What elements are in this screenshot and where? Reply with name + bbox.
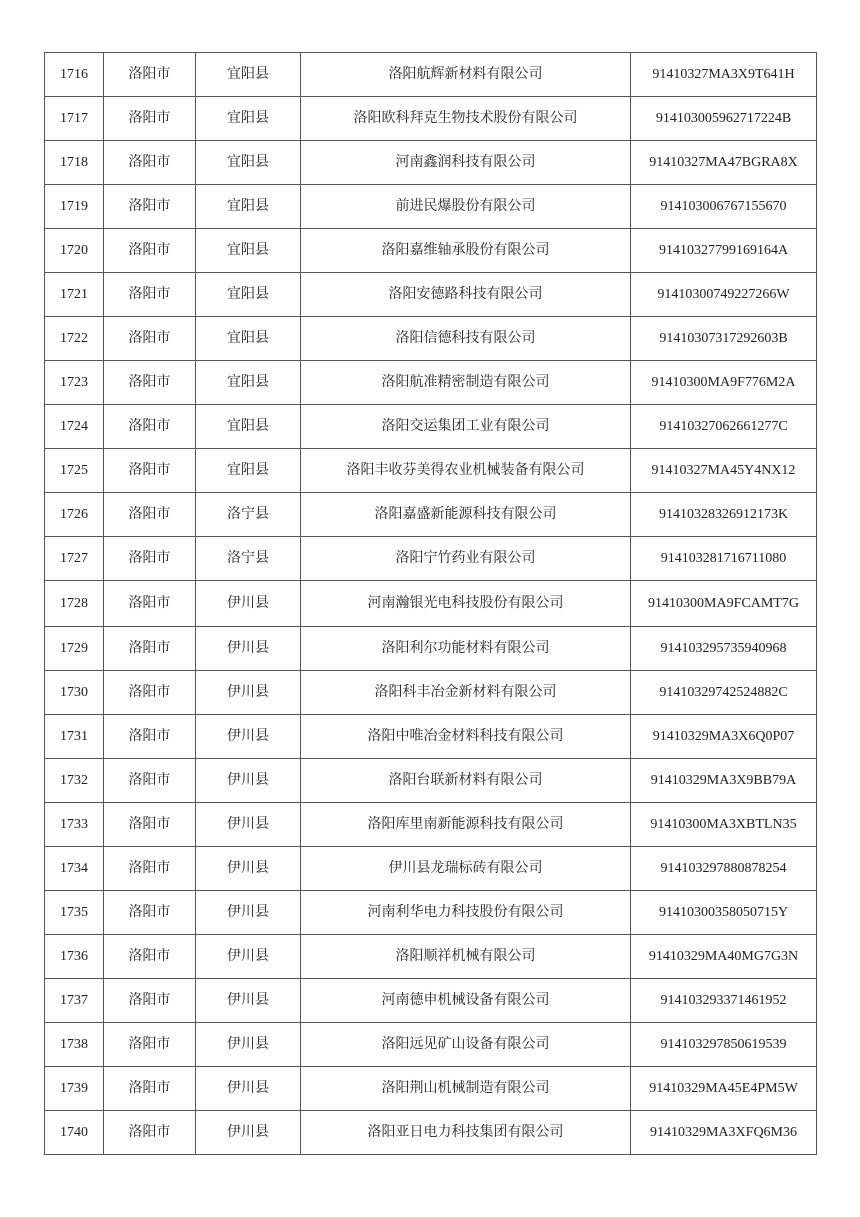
row-number: 1735 bbox=[45, 891, 104, 935]
credit-code-cell: 914103297850619539 bbox=[631, 1023, 817, 1067]
county-cell: 洛宁县 bbox=[196, 537, 301, 581]
city-cell: 洛阳市 bbox=[104, 449, 196, 493]
row-number: 1733 bbox=[45, 803, 104, 847]
company-name-cell: 洛阳远见矿山设备有限公司 bbox=[301, 1023, 631, 1067]
row-number: 1731 bbox=[45, 715, 104, 759]
company-name-cell: 前进民爆股份有限公司 bbox=[301, 185, 631, 229]
row-number: 1737 bbox=[45, 979, 104, 1023]
row-number: 1718 bbox=[45, 141, 104, 185]
company-name-cell: 洛阳中唯冶金材料科技有限公司 bbox=[301, 715, 631, 759]
city-cell: 洛阳市 bbox=[104, 97, 196, 141]
credit-code-cell: 91410300358050715Y bbox=[631, 891, 817, 935]
county-cell: 伊川县 bbox=[196, 935, 301, 979]
county-cell: 伊川县 bbox=[196, 891, 301, 935]
row-number: 1719 bbox=[45, 185, 104, 229]
table-row bbox=[45, 1111, 817, 1155]
county-cell: 伊川县 bbox=[196, 847, 301, 891]
company-name-cell: 洛阳航辉新材料有限公司 bbox=[301, 53, 631, 97]
county-cell: 宜阳县 bbox=[196, 141, 301, 185]
county-cell: 伊川县 bbox=[196, 979, 301, 1023]
county-cell: 伊川县 bbox=[196, 1067, 301, 1111]
city-cell: 洛阳市 bbox=[104, 1067, 196, 1111]
row-number: 1728 bbox=[45, 581, 104, 627]
table-row bbox=[45, 97, 817, 141]
table-row bbox=[45, 449, 817, 493]
county-cell: 洛宁县 bbox=[196, 493, 301, 537]
city-cell: 洛阳市 bbox=[104, 935, 196, 979]
county-cell: 伊川县 bbox=[196, 803, 301, 847]
county-cell: 伊川县 bbox=[196, 715, 301, 759]
row-number: 1727 bbox=[45, 537, 104, 581]
company-name-cell: 洛阳荆山机械制造有限公司 bbox=[301, 1067, 631, 1111]
table-row bbox=[45, 891, 817, 935]
company-name-cell: 洛阳欧科拜克生物技术股份有限公司 bbox=[301, 97, 631, 141]
county-cell: 宜阳县 bbox=[196, 97, 301, 141]
county-cell: 伊川县 bbox=[196, 759, 301, 803]
credit-code-cell: 91410329MA3XFQ6M36 bbox=[631, 1111, 817, 1155]
credit-code-cell: 91410307317292603B bbox=[631, 317, 817, 361]
city-cell: 洛阳市 bbox=[104, 627, 196, 671]
credit-code-cell: 914103297880878254 bbox=[631, 847, 817, 891]
company-name-cell: 洛阳丰收芬美得农业机械装备有限公司 bbox=[301, 449, 631, 493]
row-number: 1724 bbox=[45, 405, 104, 449]
company-name-cell: 洛阳台联新材料有限公司 bbox=[301, 759, 631, 803]
credit-code-cell: 91410329MA3X6Q0P07 bbox=[631, 715, 817, 759]
city-cell: 洛阳市 bbox=[104, 361, 196, 405]
row-number: 1723 bbox=[45, 361, 104, 405]
row-number: 1730 bbox=[45, 671, 104, 715]
credit-code-cell: 91410300MA3XBTLN35 bbox=[631, 803, 817, 847]
company-name-cell: 洛阳航准精密制造有限公司 bbox=[301, 361, 631, 405]
table-row bbox=[45, 361, 817, 405]
row-number: 1720 bbox=[45, 229, 104, 273]
row-number: 1717 bbox=[45, 97, 104, 141]
row-number: 1738 bbox=[45, 1023, 104, 1067]
credit-code-cell: 91410327MA3X9T641H bbox=[631, 53, 817, 97]
company-name-cell: 伊川县龙瑞标砖有限公司 bbox=[301, 847, 631, 891]
table-row bbox=[45, 273, 817, 317]
city-cell: 洛阳市 bbox=[104, 803, 196, 847]
row-number: 1732 bbox=[45, 759, 104, 803]
company-name-cell: 洛阳利尔功能材料有限公司 bbox=[301, 627, 631, 671]
row-number: 1729 bbox=[45, 627, 104, 671]
city-cell: 洛阳市 bbox=[104, 671, 196, 715]
credit-code-cell: 91410327799169164A bbox=[631, 229, 817, 273]
row-number: 1722 bbox=[45, 317, 104, 361]
table-row bbox=[45, 979, 817, 1023]
table-row bbox=[45, 141, 817, 185]
credit-code-cell: 91410329MA3X9BB79A bbox=[631, 759, 817, 803]
county-cell: 宜阳县 bbox=[196, 405, 301, 449]
row-number: 1716 bbox=[45, 53, 104, 97]
row-number: 1721 bbox=[45, 273, 104, 317]
county-cell: 宜阳县 bbox=[196, 361, 301, 405]
credit-code-cell: 91410329MA40MG7G3N bbox=[631, 935, 817, 979]
city-cell: 洛阳市 bbox=[104, 581, 196, 627]
city-cell: 洛阳市 bbox=[104, 185, 196, 229]
credit-code-cell: 914103006767155670 bbox=[631, 185, 817, 229]
county-cell: 伊川县 bbox=[196, 1111, 301, 1155]
table-row bbox=[45, 847, 817, 891]
credit-code-cell: 91410300MA9FCAMT7G bbox=[631, 581, 817, 627]
row-number: 1734 bbox=[45, 847, 104, 891]
county-cell: 宜阳县 bbox=[196, 229, 301, 273]
company-name-cell: 洛阳嘉盛新能源科技有限公司 bbox=[301, 493, 631, 537]
county-cell: 伊川县 bbox=[196, 627, 301, 671]
table-row bbox=[45, 581, 817, 627]
credit-code-cell: 91410329742524882C bbox=[631, 671, 817, 715]
credit-code-cell: 91410329MA45E4PM5W bbox=[631, 1067, 817, 1111]
row-number: 1740 bbox=[45, 1111, 104, 1155]
credit-code-cell: 914103295735940968 bbox=[631, 627, 817, 671]
county-cell: 宜阳县 bbox=[196, 53, 301, 97]
row-number: 1725 bbox=[45, 449, 104, 493]
company-name-cell: 洛阳嘉维轴承股份有限公司 bbox=[301, 229, 631, 273]
company-list-table bbox=[44, 52, 817, 1155]
company-name-cell: 洛阳亚日电力科技集团有限公司 bbox=[301, 1111, 631, 1155]
credit-code-cell: 91410300749227266W bbox=[631, 273, 817, 317]
credit-code-cell: 914103293371461952 bbox=[631, 979, 817, 1023]
company-name-cell: 洛阳科丰冶金新材料有限公司 bbox=[301, 671, 631, 715]
city-cell: 洛阳市 bbox=[104, 759, 196, 803]
table-row bbox=[45, 53, 817, 97]
table-row bbox=[45, 935, 817, 979]
company-name-cell: 洛阳库里南新能源科技有限公司 bbox=[301, 803, 631, 847]
city-cell: 洛阳市 bbox=[104, 1023, 196, 1067]
company-name-cell: 洛阳安德路科技有限公司 bbox=[301, 273, 631, 317]
city-cell: 洛阳市 bbox=[104, 847, 196, 891]
city-cell: 洛阳市 bbox=[104, 229, 196, 273]
credit-code-cell: 914103281716711080 bbox=[631, 537, 817, 581]
table-row bbox=[45, 1067, 817, 1111]
city-cell: 洛阳市 bbox=[104, 715, 196, 759]
city-cell: 洛阳市 bbox=[104, 891, 196, 935]
table-row bbox=[45, 229, 817, 273]
company-name-cell: 河南德申机械设备有限公司 bbox=[301, 979, 631, 1023]
table-row bbox=[45, 405, 817, 449]
county-cell: 宜阳县 bbox=[196, 449, 301, 493]
table-row bbox=[45, 759, 817, 803]
table-row bbox=[45, 715, 817, 759]
city-cell: 洛阳市 bbox=[104, 493, 196, 537]
table-row bbox=[45, 671, 817, 715]
city-cell: 洛阳市 bbox=[104, 979, 196, 1023]
table-row bbox=[45, 627, 817, 671]
company-name-cell: 洛阳交运集团工业有限公司 bbox=[301, 405, 631, 449]
credit-code-cell: 914103005962717224B bbox=[631, 97, 817, 141]
credit-code-cell: 91410300MA9F776M2A bbox=[631, 361, 817, 405]
city-cell: 洛阳市 bbox=[104, 273, 196, 317]
company-name-cell: 洛阳信德科技有限公司 bbox=[301, 317, 631, 361]
county-cell: 宜阳县 bbox=[196, 185, 301, 229]
credit-code-cell: 91410327MA45Y4NX12 bbox=[631, 449, 817, 493]
city-cell: 洛阳市 bbox=[104, 405, 196, 449]
row-number: 1726 bbox=[45, 493, 104, 537]
table-row bbox=[45, 537, 817, 581]
city-cell: 洛阳市 bbox=[104, 317, 196, 361]
county-cell: 宜阳县 bbox=[196, 273, 301, 317]
table-row bbox=[45, 317, 817, 361]
company-name-cell: 洛阳顺祥机械有限公司 bbox=[301, 935, 631, 979]
county-cell: 宜阳县 bbox=[196, 317, 301, 361]
city-cell: 洛阳市 bbox=[104, 1111, 196, 1155]
table-row bbox=[45, 185, 817, 229]
credit-code-cell: 91410327062661277C bbox=[631, 405, 817, 449]
company-name-cell: 河南利华电力科技股份有限公司 bbox=[301, 891, 631, 935]
table-row bbox=[45, 803, 817, 847]
county-cell: 伊川县 bbox=[196, 671, 301, 715]
city-cell: 洛阳市 bbox=[104, 53, 196, 97]
credit-code-cell: 91410328326912173K bbox=[631, 493, 817, 537]
row-number: 1739 bbox=[45, 1067, 104, 1111]
county-cell: 伊川县 bbox=[196, 581, 301, 627]
table-row bbox=[45, 1023, 817, 1067]
table-row bbox=[45, 493, 817, 537]
table-body bbox=[45, 53, 817, 1155]
county-cell: 伊川县 bbox=[196, 1023, 301, 1067]
company-name-cell: 洛阳宁竹药业有限公司 bbox=[301, 537, 631, 581]
city-cell: 洛阳市 bbox=[104, 537, 196, 581]
city-cell: 洛阳市 bbox=[104, 141, 196, 185]
company-name-cell: 河南鑫润科技有限公司 bbox=[301, 141, 631, 185]
row-number: 1736 bbox=[45, 935, 104, 979]
company-name-cell: 河南瀚银光电科技股份有限公司 bbox=[301, 581, 631, 627]
credit-code-cell: 91410327MA47BGRA8X bbox=[631, 141, 817, 185]
